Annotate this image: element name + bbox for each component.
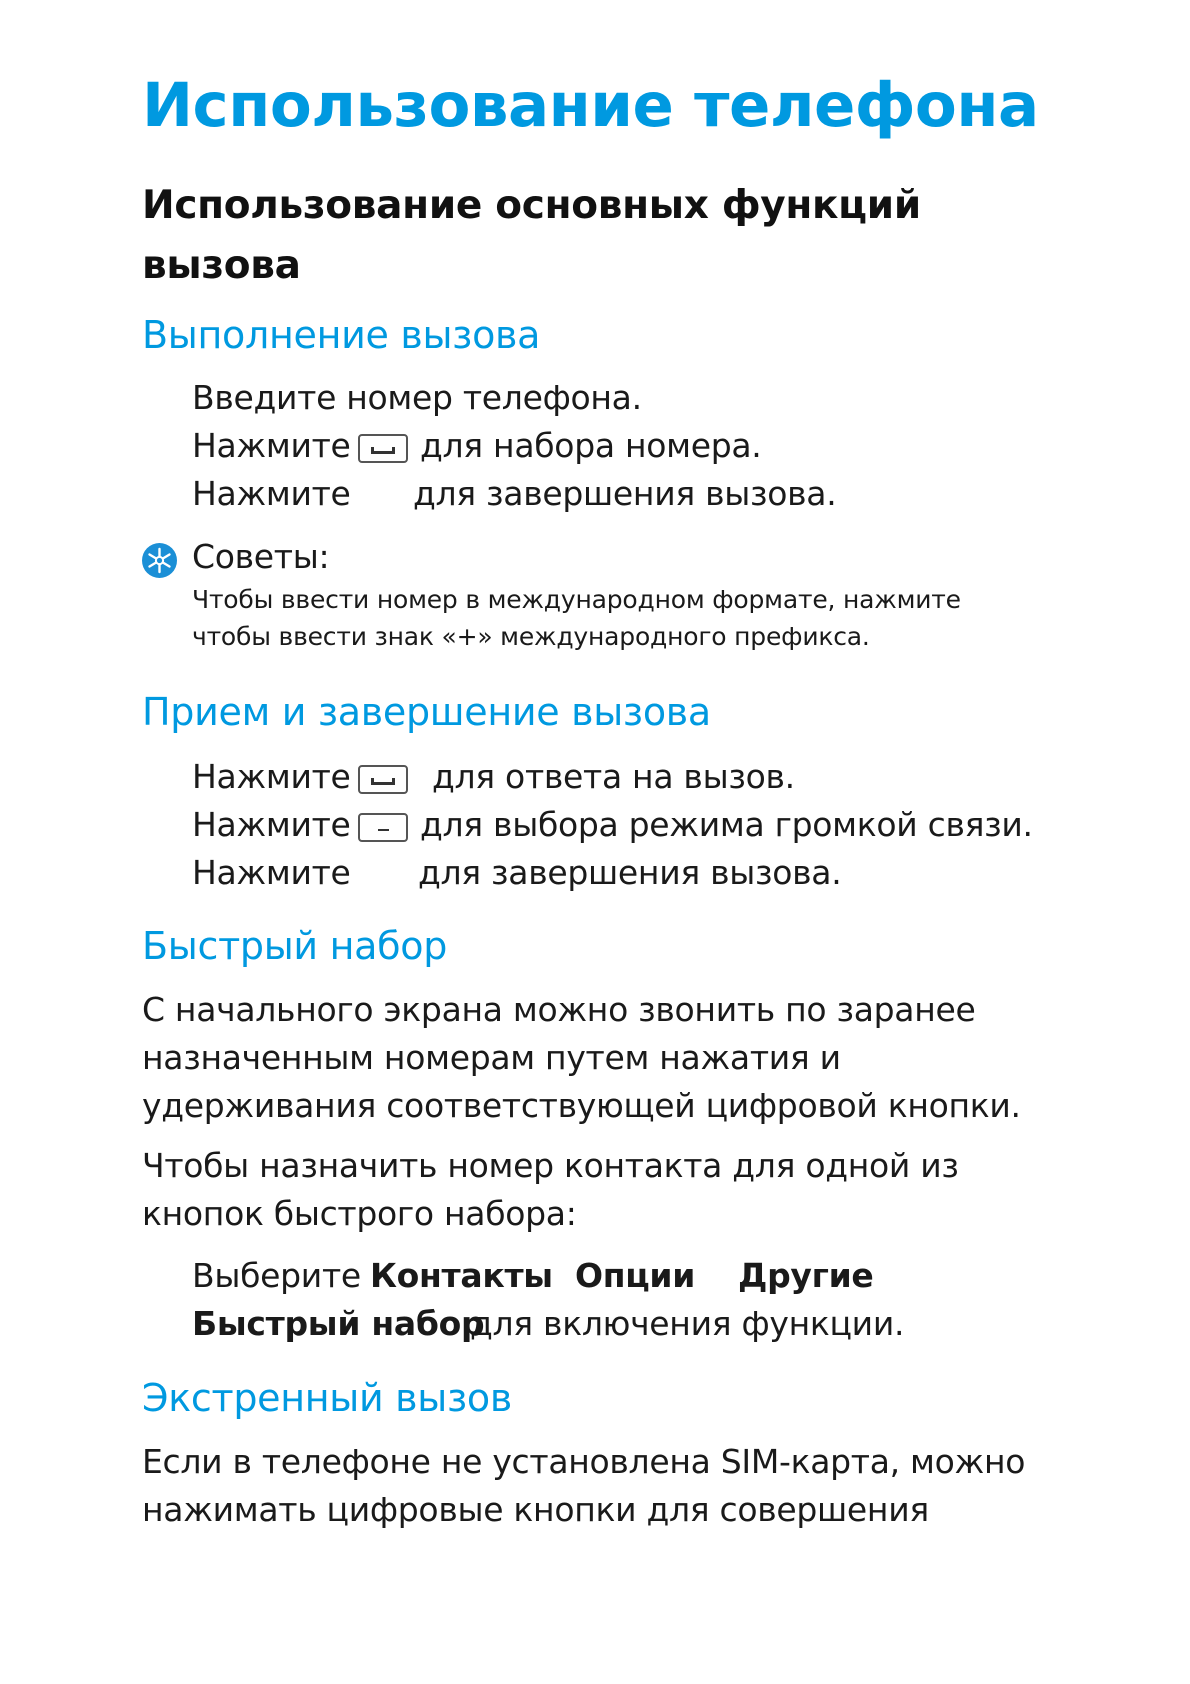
make-call-step-2-prefix: Нажмите bbox=[192, 426, 351, 465]
page-title: Использование телефона bbox=[142, 70, 1039, 141]
section-title-line2: вызова bbox=[142, 243, 301, 288]
tips-line-2: чтобы ввести знак «+» международного префикса. bbox=[192, 622, 870, 651]
speed-dial-para1-line3: удерживания соответствующей цифровой кнопки. bbox=[142, 1086, 1021, 1125]
answer-call-step-2-prefix: Нажмите bbox=[192, 805, 351, 844]
speed-dial-step-prefix: Выберите bbox=[192, 1256, 361, 1295]
speed-dial-para1-line1: С начального экрана можно звонить по заранее bbox=[142, 990, 976, 1029]
emergency-line-2: нажимать цифровые кнопки для совершения bbox=[142, 1490, 929, 1529]
speed-dial-step-suffix: для включения функции. bbox=[470, 1304, 905, 1343]
speed-dial-para1-line2: назначенным номерам путем нажатия и bbox=[142, 1038, 841, 1077]
answer-call-step-1-prefix: Нажмите bbox=[192, 757, 351, 796]
make-call-step-2-text: для набора номера. bbox=[420, 426, 762, 465]
answer-call-step-3-text: для завершения вызова. bbox=[418, 853, 842, 892]
menu-options: Опции bbox=[575, 1256, 696, 1295]
soft-key-icon bbox=[358, 813, 408, 842]
answer-call-step-1-text: для ответа на вызов. bbox=[432, 757, 795, 796]
menu-other: Другие bbox=[738, 1256, 874, 1295]
speed-dial-para2-line2: кнопок быстрого набора: bbox=[142, 1194, 577, 1233]
heading-make-call: Выполнение вызова bbox=[142, 313, 541, 357]
make-call-step-1: Введите номер телефона. bbox=[192, 378, 642, 417]
make-call-step-3-prefix: Нажмите bbox=[192, 474, 351, 513]
call-key-icon bbox=[358, 434, 408, 463]
tips-label: Советы: bbox=[192, 537, 330, 576]
heading-speed-dial: Быстрый набор bbox=[142, 924, 448, 968]
menu-speed-dial: Быстрый набор bbox=[192, 1304, 485, 1343]
answer-call-step-2-text: для выбора режима громкой связи. bbox=[420, 805, 1033, 844]
heading-answer-call: Прием и завершение вызова bbox=[142, 690, 711, 734]
heading-emergency-call: Экстренный вызов bbox=[142, 1376, 512, 1420]
menu-contacts: Контакты bbox=[370, 1256, 553, 1295]
answer-call-step-3-prefix: Нажмите bbox=[192, 853, 351, 892]
section-title-line1: Использование основных функций bbox=[142, 183, 921, 228]
call-key-icon bbox=[358, 765, 408, 794]
tips-line-1: Чтобы ввести номер в международном формате, нажмите bbox=[192, 585, 961, 614]
emergency-line-1: Если в телефоне не установлена SIM-карта, можно bbox=[142, 1442, 1026, 1481]
make-call-step-3-text: для завершения вызова. bbox=[413, 474, 837, 513]
tip-snowflake-icon bbox=[142, 543, 177, 578]
speed-dial-para2-line1: Чтобы назначить номер контакта для одной из bbox=[142, 1146, 959, 1185]
